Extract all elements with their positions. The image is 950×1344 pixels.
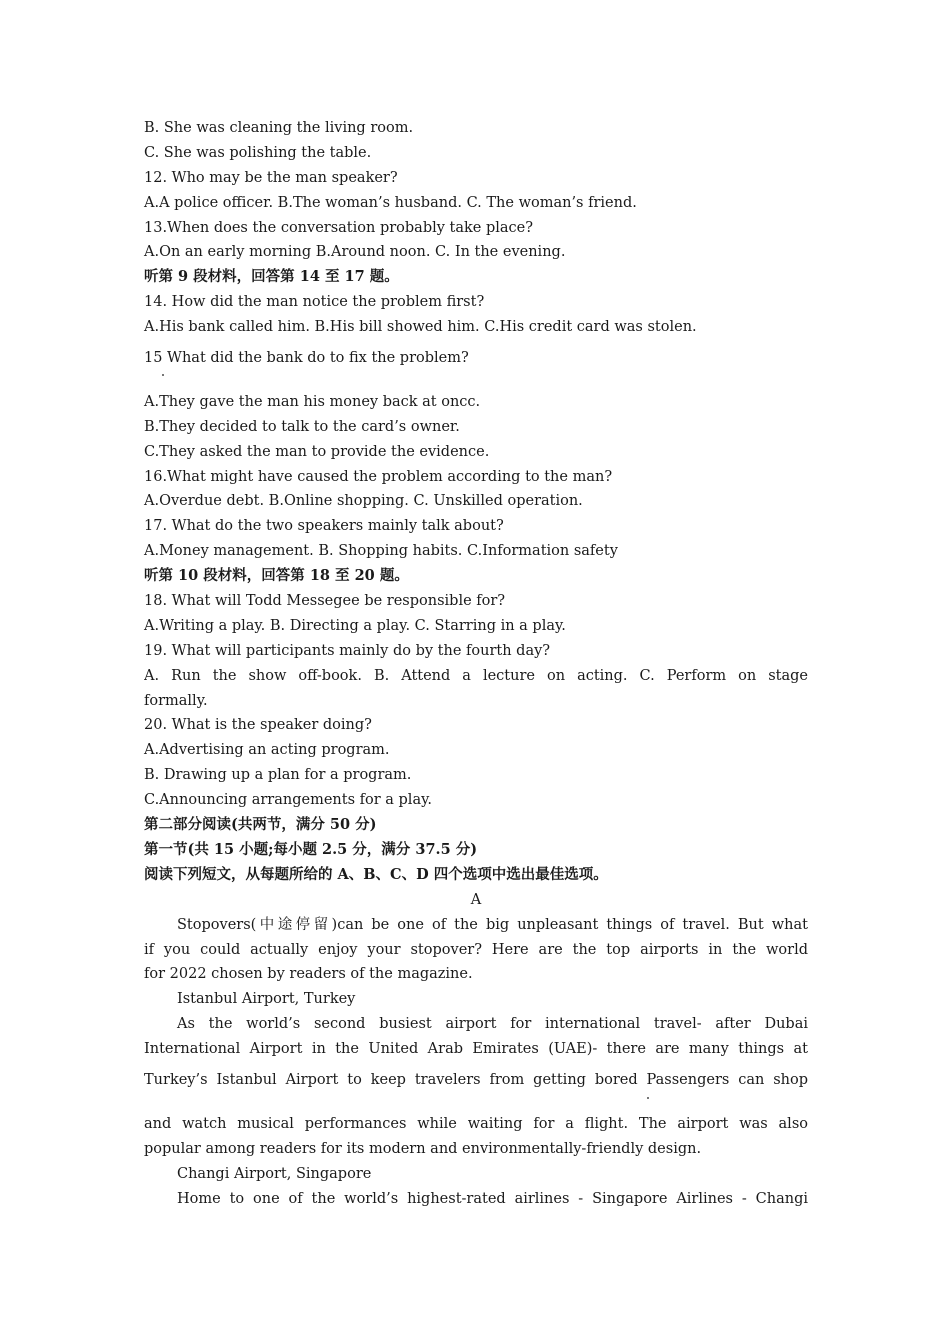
question-line: 15 What did the bank do to fix the problem? xyxy=(144,350,469,367)
section-instruction: 听第 10 段材料，回答第 18 至 20 题。 xyxy=(144,567,409,585)
question-line: 18. What will Todd Messegee be responsible for? xyxy=(144,593,506,610)
option-line: C.They asked the man to provide the evidence. xyxy=(144,443,490,460)
question-line: 17. What do the two speakers mainly talk about? xyxy=(144,518,504,535)
option-line: A.Overdue debt. B.Online shopping. C. Unskilled operation. xyxy=(144,493,583,510)
paragraph-line: Stopovers(中途停留)can be one of the big unpleasant things of travel. But what xyxy=(177,916,808,933)
option-line: A.His bank called him. B.His bill showed him. C.His credit card was stolen. xyxy=(144,319,697,336)
question-line: 13.When does the conversation probably take place? xyxy=(144,219,534,236)
question-line: 12. Who may be the man speaker? xyxy=(144,169,398,186)
reading-instruction: 阅读下列短文，从每题所给的 A、B、C、D 四个选项中选出最佳选项。 xyxy=(144,865,608,883)
paragraph-line: Home to one of the world’s highest-rated airlines - Singapore Airlines - Changi xyxy=(177,1190,808,1207)
section-instruction: 听第 9 段材料，回答第 14 至 17 题。 xyxy=(144,268,399,286)
paragraph-line: Turkey’s Istanbul Airport to keep travelers from getting bored Passengers can shop xyxy=(144,1071,808,1088)
option-line-continued: formally. xyxy=(144,692,208,709)
option-line: A.A police officer. B.The woman’s husband. C. The woman’s friend. xyxy=(144,194,637,211)
paragraph-line: As the world’s second busiest airport for international travel- after Dubai xyxy=(177,1016,808,1033)
passage-label: A xyxy=(470,891,482,908)
paragraph-line: popular among readers for its modern and environmentally-friendly design. xyxy=(144,1140,702,1157)
document-page xyxy=(144,116,808,1211)
option-line: A. Run the show off-book. B. Attend a lecture on acting. C. Perform on stage xyxy=(144,667,808,684)
option-line: A.They gave the man his money back at oncc. xyxy=(144,393,481,410)
option-line: B. Drawing up a plan for a program. xyxy=(144,767,412,784)
scan-mark xyxy=(162,374,164,376)
scan-mark xyxy=(647,1097,649,1099)
question-line: 14. How did the man notice the problem first? xyxy=(144,294,485,311)
option-line: A.Money management. B. Shopping habits. C.Information safety xyxy=(144,543,618,560)
question-line: 16.What might have caused the problem according to the man? xyxy=(144,468,613,485)
paragraph-line: for 2022 chosen by readers of the magazine. xyxy=(144,966,473,983)
airport-heading: Changi Airport, Singapore xyxy=(177,1165,372,1182)
option-line: A.Advertising an acting program. xyxy=(144,742,390,759)
question-line: 20. What is the speaker doing? xyxy=(144,717,372,734)
airport-heading: Istanbul Airport, Turkey xyxy=(177,991,356,1008)
paragraph-line: and watch musical performances while waiting for a flight. The airport was also xyxy=(144,1115,808,1132)
option-line: C. She was polishing the table. xyxy=(144,144,372,161)
option-line: B.They decided to talk to the card’s owner. xyxy=(144,418,460,435)
option-line: A.Writing a play. B. Directing a play. C. Starring in a play. xyxy=(144,617,566,634)
option-line: C.Announcing arrangements for a play. xyxy=(144,792,432,809)
part-heading: 第二部分阅读(共两节，满分 50 分) xyxy=(144,816,377,834)
option-line: A.On an early morning B.Around noon. C. In the evening. xyxy=(144,244,566,261)
paragraph-line: International Airport in the United Arab Emirates (UAE)- there are many things at xyxy=(144,1041,808,1058)
question-line: 19. What will participants mainly do by the fourth day? xyxy=(144,642,551,659)
paragraph-line: if you could actually enjoy your stopover? Here are the top airports in the world xyxy=(144,941,808,958)
section-heading: 第一节(共 15 小题;每小题 2.5 分，满分 37.5 分) xyxy=(144,840,478,858)
option-line: B. She was cleaning the living room. xyxy=(144,120,414,136)
